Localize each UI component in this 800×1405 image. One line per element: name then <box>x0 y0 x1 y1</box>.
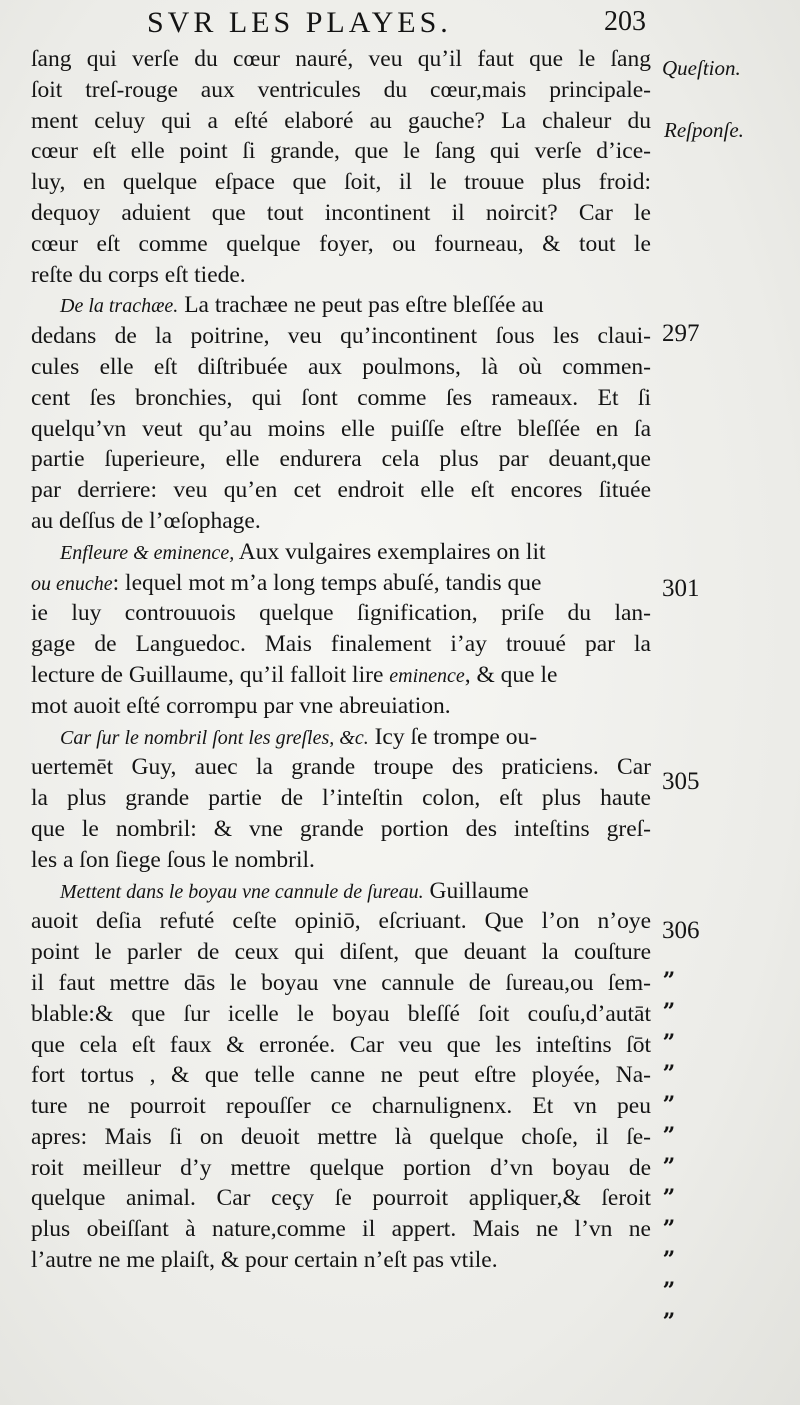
text-line: cent ſes bronchies, qui ſont comme ſes rameaux. Et ſi <box>31 384 651 411</box>
quote-mark: „ <box>663 1203 676 1229</box>
text-line: auoit deſia refuté ceſte opiniō, eſcriuant. Que l’on n’oye <box>31 908 651 935</box>
text-line: blable:& que ſur icelle le boyau bleſſé ſoit couſu,d’autāt <box>31 1000 651 1027</box>
text-line: roit meilleur d’y mettre quelque portion d’vn boyau de <box>31 1154 651 1181</box>
paragraph-lemma: Car ſur le nombril ſont les greſles, &c. <box>60 726 369 749</box>
text-line: quelque animal. Car ceçy ſe pourroit appliquer,& ſeroit <box>31 1185 651 1212</box>
paragraph-lemma: Enfleure & eminence, <box>60 541 235 564</box>
paragraph-first-line <box>31 290 651 321</box>
text-line: reſte du corps eſt tiede. <box>31 261 246 288</box>
text-line: point le parler de ceux qui diſent, que deuant la couſture <box>31 939 651 966</box>
text-line: cœur eſt comme quelque foyer, ou fourneau, & tout le <box>31 230 651 257</box>
italic-word: eminence <box>389 664 465 687</box>
paragraph-lemma: De la trachæe. <box>60 295 179 318</box>
quote-mark: „ <box>663 1234 676 1260</box>
text-line: partie ſuperieure, elle endurera cela plus par deuant,que <box>31 446 651 473</box>
quote-mark: „ <box>663 955 676 981</box>
text-line: ſoit treſ-rouge aux ventricules du cœur,mais principale- <box>31 76 651 103</box>
text-line: ment celuy qui a eſté elaboré au gauche? La chaleur du <box>31 107 651 134</box>
quote-mark: „ <box>663 1017 676 1043</box>
text-line: par derriere: veu qu’en cet endroit elle eſt encores ſituée <box>31 477 651 504</box>
text-line: ie luy controuuois quelque ſignification, priſe du lan- <box>31 600 651 627</box>
quote-mark: „ <box>663 1048 676 1074</box>
quote-mark: „ <box>663 986 676 1012</box>
margin-line-number: 297 <box>662 320 700 347</box>
text-line: gage de Languedoc. Mais finalement i’ay trouué par la <box>31 631 651 658</box>
paragraph-first-line <box>31 537 651 568</box>
margin-line-number: 306 <box>662 917 700 944</box>
text-line: au deſſus de l’œſophage. <box>31 507 261 534</box>
text-line: cules elle eſt diſtribuée aux poulmons, là où commen- <box>31 353 651 380</box>
text-line: l’autre ne me plaiſt, & pour certain n’eſt pas vtile. <box>31 1247 498 1274</box>
text-line: uertemēt Guy, auec la grande troupe des praticiens. Car <box>31 754 651 781</box>
quote-mark: „ <box>663 1265 676 1291</box>
page-header <box>0 2 800 42</box>
paragraph-lemma: Mettent dans le boyau vne cannule de ſureau. <box>60 880 424 903</box>
paragraph-first-line <box>31 722 651 753</box>
text-run: lecture de Guillaume, qu’il falloit lire <box>31 661 390 688</box>
text-line: les a ſon ſiege ſous le nombril. <box>31 846 315 873</box>
text-line: ſang qui verſe du cœur nauré, veu qu’il faut que le ſang <box>31 46 651 72</box>
text-run: Aux vulgaires exemplaires on lit <box>234 538 546 565</box>
text-line: plus obeiſſant à nature,comme il appert. Mais ne l’vn ne <box>31 1216 651 1243</box>
quote-mark: „ <box>663 1110 676 1136</box>
text-line: dequoy aduient que tout incontinent il noircit? Car le <box>31 199 651 226</box>
text-line: il faut mettre dās le boyau vne cannule de ſureau,ou ſem- <box>31 969 651 996</box>
text-line: ture ne pourroit repouſſer ce charnulignenx. Et vn peu <box>31 1093 651 1120</box>
text-line: dedans de la poitrine, veu qu’incontinent ſous les claui- <box>31 323 651 350</box>
text-run: : lequel mot m’a long temps abuſé, tandis que <box>112 569 542 596</box>
text-line: la plus grande partie de l’inteſtin colon, eſt plus haute <box>31 785 651 812</box>
text-line: fort tortus , & que telle canne ne peut eſtre ployée, Na- <box>31 1062 651 1089</box>
text-line <box>31 660 651 691</box>
quote-mark: „ <box>663 1141 676 1167</box>
text-run: La trachæe ne peut pas eſtre bleſſée au <box>178 292 544 319</box>
body-text <box>31 44 651 1276</box>
margin-note-question: Queſtion. <box>662 56 741 80</box>
margin-line-number: 305 <box>662 768 700 795</box>
margin-line-number: 301 <box>662 575 700 602</box>
text-line: apres: Mais ſi on deuoit mettre là quelque choſe, il ſe- <box>31 1123 651 1150</box>
text-run: Guillaume <box>423 877 529 904</box>
text-line: que cela eſt faux & erronée. Car veu que les inteſtins ſōt <box>31 1031 651 1058</box>
text-line: mot auoit eſté corrompu par vne abreuiation. <box>31 692 451 719</box>
italic-word: ou enuche <box>31 572 113 595</box>
text-line <box>31 568 651 599</box>
text-run: , & que le <box>464 661 558 688</box>
text-line: quelqu’vn veut qu’au moins elle puiſſe eſtre bleſſée en ſa <box>31 415 651 442</box>
page-number: 203 <box>604 6 646 37</box>
margin-note-response: Reſponſe. <box>664 118 744 142</box>
text-line: cœur eſt elle point ſi grande, que le ſang qui verſe d’ice- <box>31 138 651 165</box>
quote-mark: „ <box>663 1172 676 1198</box>
paragraph-first-line <box>31 876 651 907</box>
text-run: Icy ſe trompe ou- <box>368 723 538 750</box>
quote-mark: „ <box>663 1079 676 1105</box>
text-line: luy, en quelque eſpace que ſoit, il le trouue plus froid: <box>31 169 651 196</box>
quote-mark: „ <box>663 1296 676 1322</box>
running-title: SVR LES PLAYES. <box>147 6 452 39</box>
text-line: que le nombril: & vne grande portion des inteſtins greſ- <box>31 815 651 842</box>
